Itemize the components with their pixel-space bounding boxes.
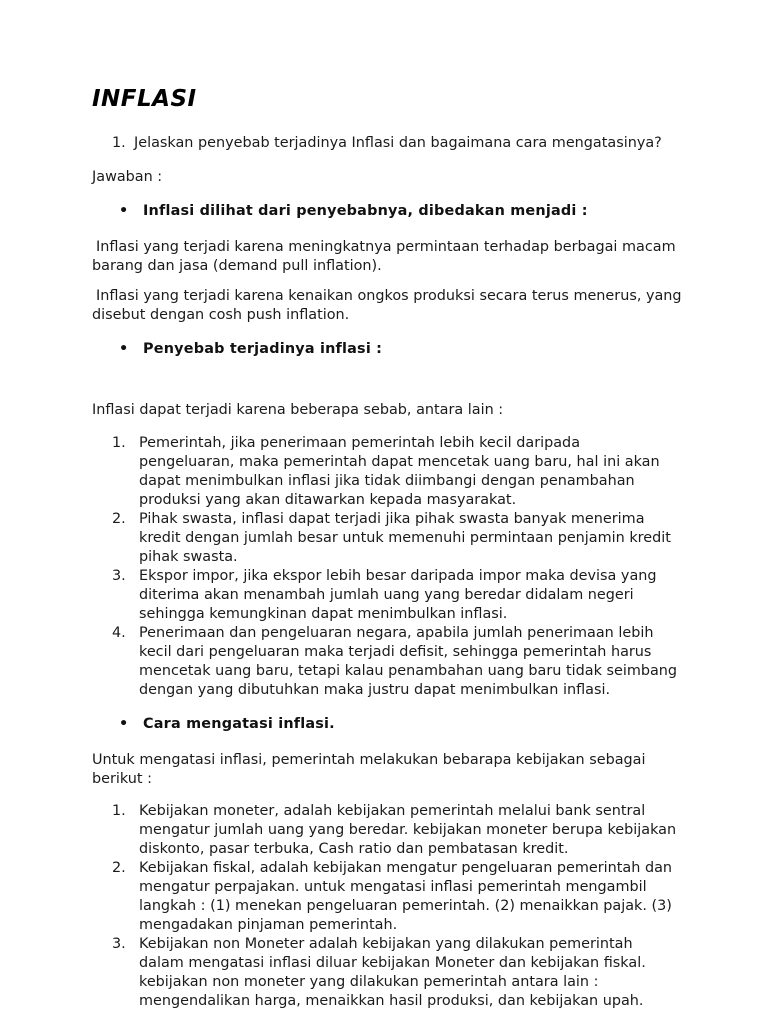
page-title: INFLASI (92, 86, 197, 112)
list-item (92, 567, 682, 624)
question-text: Jelaskan penyebab terjadinya Inflasi dan bagaimana cara mengatasinya? (134, 135, 662, 152)
list-item-number: 3. (112, 567, 126, 584)
list-item-text: Penerimaan dan pengeluaran negara, apabila jumlah penerimaan lebih kecil dari pengeluaran maka terjadi defisit, sehingga pemerintah harus mencetak uang baru, tetapi kalau penambahan uang baru tidak seimbang dengan yang dibutuhkan maka justru dapat menimbulkan inflasi. (139, 624, 678, 698)
list-item-number: 3. (112, 935, 126, 952)
list-item-number: 4. (112, 624, 126, 641)
list-item-number: 2. (112, 859, 126, 876)
list-item-number: 1. (112, 434, 126, 451)
list-item-number: 1. (112, 802, 126, 819)
heading-causes-label: Penyebab terjadinya inflasi : (143, 341, 383, 358)
list-item (92, 510, 682, 567)
heading-causes (92, 340, 682, 359)
paragraph-demand-pull: Inflasi yang terjadi karena meningkatnya permintaan terhadap berbagai macam barang dan jasa (demand pull inflation). (92, 239, 676, 275)
list-item (92, 434, 682, 510)
causes-intro: Inflasi dapat terjadi karena beberapa sebab, antara lain : (92, 402, 504, 419)
answer-label: Jawaban : (92, 169, 163, 186)
bullet-icon: • (119, 341, 129, 358)
heading-inflation-types-label: Inflasi dilihat dari penyebabnya, dibedakan menjadi : (143, 203, 588, 220)
list-item-text: Kebijakan non Moneter adalah kebijakan yang dilakukan pemerintah dalam mengatasi inflasi diluar kebijakan Moneter dan kebijakan fiskal. kebijakan non moneter yang dilakukan pemerintah antara lain : mengendalikan harga, menaikkan hasil produksi, dan kebijakan upah. (139, 935, 646, 1009)
causes-list (92, 434, 682, 700)
list-item-text: Kebijakan fiskal, adalah kebijakan mengatur pengeluaran pemerintah dan mengatur perpajakan. untuk mengatasi inflasi pemerintah mengambil langkah : (1) menekan pengeluaran pemerintah. (2) menaikkan pajak. (3) mengadakan pinjaman pemerintah. (139, 859, 673, 933)
bullet-icon: • (119, 715, 129, 732)
question-item (92, 134, 682, 153)
bullet-icon: • (119, 203, 129, 220)
list-item-text: Kebijakan moneter, adalah kebijakan pemerintah melalui bank sentral mengatur jumlah uang yang beredar. kebijakan moneter berupa kebijakan diskonto, pasar terbuka, Cash ratio dan pembatasan kredit. (139, 802, 677, 857)
solutions-intro: Untuk mengatasi inflasi, pemerintah melakukan bebarapa kebijakan sebagai berikut : (92, 751, 646, 787)
list-item-text: Ekspor impor, jika ekspor lebih besar daripada impor maka devisa yang diterima akan menambah jumlah uang yang beredar didalam negeri sehingga kemungkinan dapat menimbulkan inflasi. (139, 567, 657, 622)
heading-inflation-types (92, 202, 682, 221)
list-item (92, 859, 682, 935)
list-item-text: Pemerintah, jika penerimaan pemerintah lebih kecil daripada pengeluaran, maka pemerintah dapat mencetak uang baru, hal ini akan dapat menimbulkan inflasi jika tidak diimbangi dengan penambahan produksi yang akan ditawarkan kepada masyarakat. (139, 434, 660, 508)
list-item (92, 624, 682, 700)
paragraph-cost-push: Inflasi yang terjadi karena kenaikan ongkos produksi secara terus menerus, yang disebut dengan cosh push inflation. (92, 288, 682, 324)
question-number: 1. (112, 135, 126, 152)
heading-solutions (92, 715, 682, 734)
list-item-text: Pihak swasta, inflasi dapat terjadi jika pihak swasta banyak menerima kredit dengan jumlah besar untuk memenuhi permintaan penjamin kredit pihak swasta. (139, 510, 671, 565)
solutions-list (92, 802, 682, 1011)
list-item (92, 935, 682, 1011)
heading-solutions-label: Cara mengatasi inflasi. (143, 715, 335, 732)
list-item (92, 802, 682, 859)
list-item-number: 2. (112, 510, 126, 527)
